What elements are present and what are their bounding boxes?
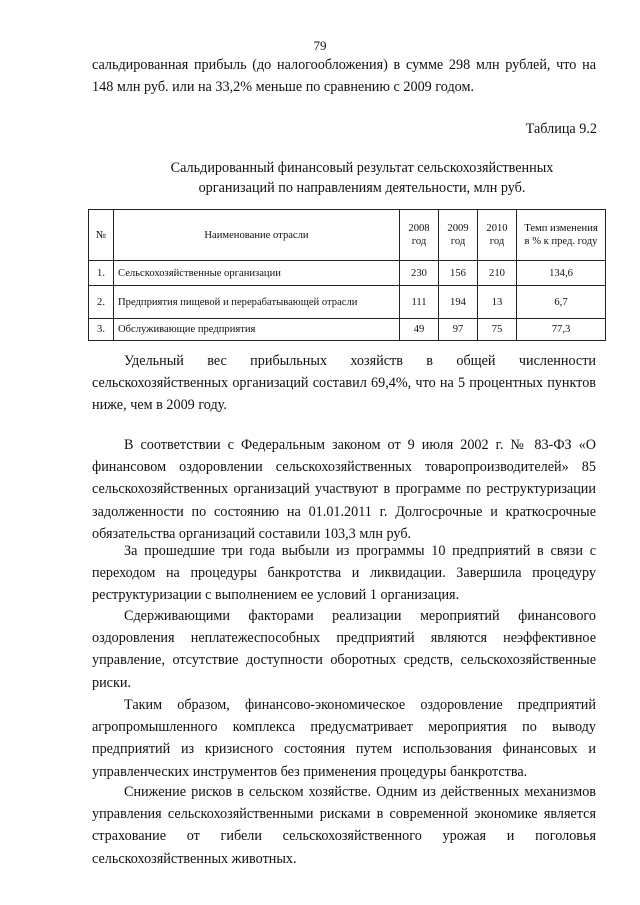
table-title-line-1: Сальдированный финансовый результат сельскохозяйственных — [170, 160, 554, 176]
row-value-2010: 210 — [478, 261, 517, 286]
table-title — [92, 158, 632, 198]
body-paragraph: Сдерживающими факторами реализации мероприятий финансового оздоровления неплатежеспособных предприятий являются неэффективное управление, отсутствие доступности оборотных средств, сельскохозяйственные риски. — [92, 608, 596, 691]
table-label: Таблица 9.2 — [525, 121, 597, 137]
row-change-rate: 134,6 — [517, 261, 606, 286]
header-year-2008: 2008 год — [400, 210, 439, 261]
body-paragraph: Таким образом, финансово-экономическое оздоровление предприятий агропромышленного комплекса предусматривает мероприятия по выводу предприятий из кризисного состояния путем использования финансовых и управленческих инструментов без применения процедуры банкротства. — [92, 697, 596, 780]
row-value-2010: 13 — [478, 286, 517, 319]
row-value-2009: 194 — [439, 286, 478, 319]
header-number: № — [89, 210, 114, 261]
table-row — [89, 319, 606, 341]
table-header-row — [89, 210, 606, 261]
header-change-rate: Темп изменения в % к пред. году — [517, 210, 606, 261]
intro-paragraph: сальдированная прибыль (до налогообложения) в сумме 298 млн рублей, что на 148 млн руб. или на 33,2% меньше по сравнению с 2009 годом. — [92, 57, 596, 96]
row-industry-name: Предприятия пищевой и перерабатывающей отрасли — [114, 286, 400, 319]
row-number: 3. — [89, 319, 114, 341]
row-value-2010: 75 — [478, 319, 517, 341]
header-industry-name: Наименование отрасли — [114, 210, 400, 261]
row-change-rate: 77,3 — [517, 319, 606, 341]
header-year-2009: 2009 год — [439, 210, 478, 261]
financial-result-table — [88, 209, 606, 341]
row-industry-name: Обслуживающие предприятия — [114, 319, 400, 341]
header-year-2010: 2010 год — [478, 210, 517, 261]
row-value-2008: 230 — [400, 261, 439, 286]
page-number: 79 — [313, 38, 327, 53]
table-row — [89, 286, 606, 319]
table-row — [89, 261, 606, 286]
row-value-2008: 111 — [400, 286, 439, 319]
row-value-2008: 49 — [400, 319, 439, 341]
row-number: 2. — [89, 286, 114, 319]
row-change-rate: 6,7 — [517, 286, 606, 319]
row-value-2009: 97 — [439, 319, 478, 341]
row-number: 1. — [89, 261, 114, 286]
body-paragraph: Снижение рисков в сельском хозяйстве. Одним из действенных механизмов управления сельскохозяйственными рисками в современной экономике является страхование от гибели сельскохозяйственного урожая и поголовья сельскохозяйственных животных. — [92, 784, 596, 867]
row-industry-name: Сельскохозяйственные организации — [114, 261, 400, 286]
body-paragraph: Удельный вес прибыльных хозяйств в общей численности сельскохозяйственных организаций составил 69,4%, что на 5 процентных пунктов ниже, чем в 2009 году. — [92, 353, 596, 414]
body-paragraph: За прошедшие три года выбыли из программы 10 предприятий в связи с переходом на процедуры банкротства и ликвидации. Завершила процедуру реструктуризации с выполнением ее условий 1 организация. — [92, 543, 596, 604]
table-title-line-2: организаций по направлениям деятельности, млн руб. — [198, 180, 526, 196]
body-paragraph: В соответствии с Федеральным законом от 9 июля 2002 г. № 83-ФЗ «О финансовом оздоровлении сельскохозяйственных товаропроизводителей» 85 сельскохозяйственных организаций участвуют в программе по реструктуризации задолженности по состоянию на 01.01.2011 г. Долгосрочные и краткосрочные обязательства организаций составили 103,3 млн руб. — [92, 437, 596, 542]
row-value-2009: 156 — [439, 261, 478, 286]
